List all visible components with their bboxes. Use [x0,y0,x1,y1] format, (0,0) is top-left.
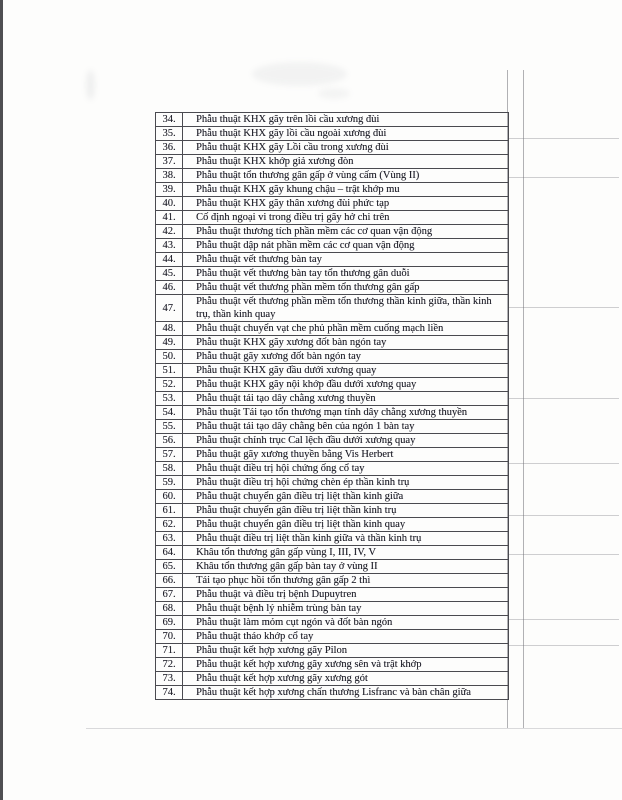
scan-smudge [252,62,347,86]
procedure-name: Phẫu thuật KHX gãy xương đốt bàn ngón tay [183,336,509,350]
scan-artifact-line [509,138,619,139]
procedure-name: Phẫu thuật điều trị hội chứng ống cổ tay [183,462,509,476]
procedure-name: Khâu tổn thương gân gấp vùng I, III, IV, V [183,546,509,560]
row-number: 73. [156,672,183,686]
procedure-name: Phẫu thuật KHX khớp giả xương đòn [183,155,509,169]
procedure-name: Phẫu thuật vết thương bàn tay [183,253,509,267]
row-number: 69. [156,616,183,630]
scan-artifact-line [509,554,619,555]
table-row [156,434,509,448]
scan-artifact-line [509,463,619,464]
table-row [156,267,509,281]
row-number: 38. [156,169,183,183]
row-number: 52. [156,378,183,392]
row-number: 36. [156,141,183,155]
procedure-name: Phẫu thuật bệnh lý nhiễm trùng bàn tay [183,602,509,616]
scan-artifact-line [509,307,619,308]
table-row [156,448,509,462]
procedure-table [155,112,509,700]
scan-edge-shadow [0,0,3,800]
procedure-name: Phẫu thuật thương tích phần mềm các cơ quan vận động [183,225,509,239]
row-number: 74. [156,686,183,700]
row-number: 56. [156,434,183,448]
row-number: 51. [156,364,183,378]
row-number: 58. [156,462,183,476]
table-row [156,588,509,602]
procedure-name: Cố định ngoại vi trong điều trị gãy hở chi trên [183,211,509,225]
table-row [156,211,509,225]
procedure-name: Phẫu thuật làm mỏm cụt ngón và đốt bàn ngón [183,616,509,630]
procedure-name: Tái tạo phục hồi tổn thương gân gấp 2 thì [183,574,509,588]
procedure-name: Phẫu thuật kết hợp xương chấn thương Lisfranc và bàn chân giữa [183,686,509,700]
row-number: 40. [156,197,183,211]
row-number: 61. [156,504,183,518]
procedure-name: Phẫu thuật KHX gãy khung chậu – trật khớp mu [183,183,509,197]
table-row [156,518,509,532]
procedure-name: Phẫu thuật chỉnh trục Cal lệch đầu dưới xương quay [183,434,509,448]
table-row [156,322,509,336]
row-number: 60. [156,490,183,504]
procedure-name: Phẫu thuật KHX gãy đầu dưới xương quay [183,364,509,378]
row-number: 44. [156,253,183,267]
table-row [156,225,509,239]
table-row [156,239,509,253]
row-number: 70. [156,630,183,644]
procedure-name: Phẫu thuật gãy xương thuyền bằng Vis Herbert [183,448,509,462]
row-number: 67. [156,588,183,602]
procedure-name: Phẫu thuật KHX gãy Lồi cầu trong xương đùi [183,141,509,155]
row-number: 46. [156,281,183,295]
row-number: 35. [156,127,183,141]
row-number: 41. [156,211,183,225]
scan-smudge [318,88,350,99]
procedure-name: Phẫu thuật KHX gãy nội khớp đầu dưới xương quay [183,378,509,392]
scan-artifact-hline [86,728,622,729]
row-number: 68. [156,602,183,616]
row-number: 39. [156,183,183,197]
row-number: 59. [156,476,183,490]
row-number: 62. [156,518,183,532]
table-row [156,644,509,658]
table-row [156,336,509,350]
row-number: 45. [156,267,183,281]
table-row [156,141,509,155]
row-number: 48. [156,322,183,336]
table-row [156,392,509,406]
row-number: 42. [156,225,183,239]
table-row [156,364,509,378]
table-row [156,490,509,504]
procedure-name: Phẫu thuật điều trị hội chứng chèn ép thần kinh trụ [183,476,509,490]
scan-artifact-line [509,619,619,620]
table-row [156,350,509,364]
table-row [156,630,509,644]
row-number: 54. [156,406,183,420]
row-number: 66. [156,574,183,588]
procedure-name: Khâu tổn thương gân gấp bàn tay ở vùng II [183,560,509,574]
table-row [156,574,509,588]
procedure-name: Phẫu thuật chuyển gân điều trị liệt thần kinh trụ [183,504,509,518]
procedure-name: Phẫu thuật tái tạo dây chằng xương thuyền [183,392,509,406]
table-row [156,155,509,169]
scan-artifact-line [509,645,619,646]
row-number: 71. [156,644,183,658]
row-number: 49. [156,336,183,350]
table-row [156,476,509,490]
procedure-name: Phẫu thuật chuyển gân điều trị liệt thần kinh quay [183,518,509,532]
row-number: 65. [156,560,183,574]
table-row [156,406,509,420]
procedure-name: Phẫu thuật và điều trị bệnh Dupuytren [183,588,509,602]
row-number: 63. [156,532,183,546]
procedure-name: Phẫu thuật điều trị liệt thần kinh giữa và thần kinh trụ [183,532,509,546]
row-number: 57. [156,448,183,462]
scan-artifact-line [509,398,619,399]
procedure-name: Phẫu thuật dập nát phần mềm các cơ quan vận động [183,239,509,253]
row-number: 34. [156,113,183,127]
procedure-name: Phẫu thuật vết thương phần mềm tổn thương gân gấp [183,281,509,295]
table-row [156,658,509,672]
procedure-name: Phẫu thuật KHX gãy thân xương đùi phức tạp [183,197,509,211]
row-number: 37. [156,155,183,169]
row-number: 50. [156,350,183,364]
procedure-name: Phẫu thuật kết hợp xương gãy xương gót [183,672,509,686]
table-row [156,183,509,197]
row-number: 43. [156,239,183,253]
table-row [156,197,509,211]
table-row [156,462,509,476]
table-row [156,253,509,267]
table-row [156,281,509,295]
table-row [156,672,509,686]
procedure-name: Phẫu thuật chuyển gân điều trị liệt thần kinh giữa [183,490,509,504]
table-row [156,295,509,322]
row-number: 72. [156,658,183,672]
scan-smudge [86,70,95,100]
procedure-name: Phẫu thuật tháo khớp cổ tay [183,630,509,644]
procedure-name: Phẫu thuật vết thương phần mềm tổn thương thần kinh giữa, thần kinh trụ, thần kinh quay [183,295,509,322]
procedure-name: Phẫu thuật Tái tạo tổn thương mạn tính dây chằng xương thuyền [183,406,509,420]
table-row [156,127,509,141]
table-row [156,378,509,392]
row-number: 55. [156,420,183,434]
table-row [156,169,509,183]
table-row [156,113,509,127]
table-row [156,686,509,700]
procedure-name: Phẫu thuật chuyển vạt che phủ phần mềm cuống mạch liền [183,322,509,336]
procedure-name: Phẫu thuật KHX gãy lồi cầu ngoài xương đùi [183,127,509,141]
table-row [156,546,509,560]
table-row [156,560,509,574]
procedure-name: Phẫu thuật KHX gãy trên lồi cầu xương đùi [183,113,509,127]
table-row [156,616,509,630]
procedure-name: Phẫu thuật kết hợp xương gãy Pilon [183,644,509,658]
scan-artifact-line [509,515,619,516]
procedure-name: Phẫu thuật vết thương bàn tay tổn thương gân duỗi [183,267,509,281]
table-row [156,532,509,546]
row-number: 53. [156,392,183,406]
table-row [156,504,509,518]
procedure-name: Phẫu thuật tổn thương gân gấp ở vùng cấm (Vùng II) [183,169,509,183]
table-row [156,602,509,616]
table-row [156,420,509,434]
row-number: 47. [156,295,183,322]
row-number: 64. [156,546,183,560]
scan-artifact-line [509,177,619,178]
procedure-name: Phẫu thuật kết hợp xương gãy xương sên và trật khớp [183,658,509,672]
procedure-name: Phẫu thuật tái tạo dây chằng bên của ngón 1 bàn tay [183,420,509,434]
procedure-name: Phẫu thuật gãy xương đốt bàn ngón tay [183,350,509,364]
scan-artifact-vline [523,70,524,728]
